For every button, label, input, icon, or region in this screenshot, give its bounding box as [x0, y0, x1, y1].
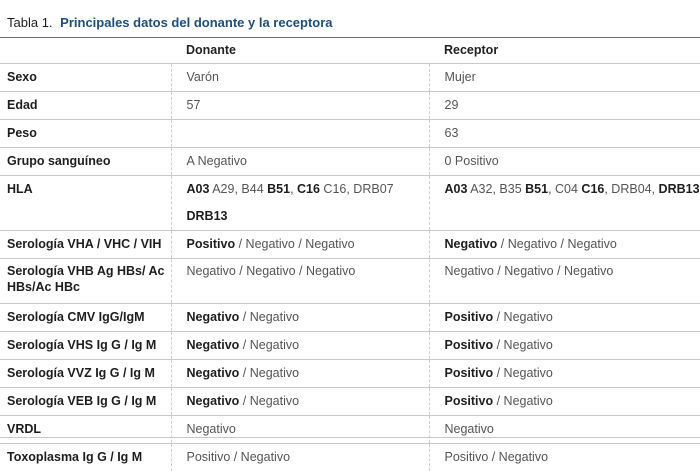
donor-value-segment: ,	[290, 182, 297, 196]
header-donor: Donante	[171, 38, 429, 64]
data-table	[0, 38, 700, 471]
donor-value-segment: A29, B44	[209, 182, 267, 196]
donor-value	[171, 332, 429, 360]
row-label: Serología VHS Ig G / Ig M	[0, 332, 171, 360]
recipient-value-segment: A03	[445, 182, 468, 196]
row-label: Sexo	[0, 64, 171, 92]
recipient-value	[429, 176, 700, 231]
table-row	[0, 416, 700, 444]
donor-value	[171, 259, 429, 304]
recipient-value-segment: Negativo	[445, 422, 494, 436]
row-label: Serología VEB Ig G / Ig M	[0, 388, 171, 416]
recipient-value	[429, 64, 700, 92]
recipient-value-segment: Positivo / Negativo	[445, 450, 549, 464]
recipient-value-segment: DRB13	[659, 182, 700, 196]
donor-value	[171, 416, 429, 444]
recipient-value	[429, 92, 700, 120]
donor-value-segment: C16, DRB07	[320, 182, 394, 196]
table-row	[0, 304, 700, 332]
recipient-value-segment: Mujer	[445, 70, 476, 84]
table-body	[0, 64, 700, 471]
table-row	[0, 444, 700, 471]
recipient-value-segment: , C04	[548, 182, 581, 196]
row-label: Serología VVZ Ig G / Ig M	[0, 360, 171, 388]
recipient-value	[429, 332, 700, 360]
table-row	[0, 148, 700, 176]
recipient-value-segment: Positivo	[445, 310, 494, 324]
table-row	[0, 332, 700, 360]
recipient-value	[429, 444, 700, 471]
header-recipient: Receptor	[429, 38, 700, 64]
row-label: Edad	[0, 92, 171, 120]
donor-value	[171, 231, 429, 259]
recipient-value-segment: Positivo	[445, 366, 494, 380]
donor-value	[171, 148, 429, 176]
donor-value-segment: Positivo / Negativo	[187, 450, 291, 464]
donor-value-segment: Negativo / Negativo / Negativo	[187, 264, 356, 278]
recipient-value-segment: A32, B35	[467, 182, 525, 196]
table-row	[0, 120, 700, 148]
table-bottom-rule	[0, 437, 700, 438]
donor-value-segment: A03	[187, 182, 210, 196]
table-caption	[7, 8, 693, 38]
recipient-value-segment: / Negativo	[493, 310, 553, 324]
table-row	[0, 360, 700, 388]
recipient-value-segment: B51	[525, 182, 548, 196]
table-row	[0, 64, 700, 92]
header-label	[0, 38, 171, 64]
donor-value-segment: Positivo	[187, 237, 236, 251]
table-header-row	[0, 38, 700, 64]
donor-value	[171, 388, 429, 416]
recipient-value-segment: Positivo	[445, 338, 494, 352]
donor-value-segment: / Negativo	[239, 394, 299, 408]
recipient-value	[429, 231, 700, 259]
donor-value	[171, 304, 429, 332]
table-number: Tabla 1.	[7, 15, 53, 30]
recipient-value-segment: Negativo / Negativo / Negativo	[445, 264, 614, 278]
recipient-value-segment: , DRB04,	[604, 182, 658, 196]
recipient-value-segment: 0 Positivo	[445, 154, 499, 168]
recipient-value	[429, 259, 700, 304]
table-title: Principales datos del donante y la receptora	[60, 15, 332, 30]
row-label: Grupo sanguíneo	[0, 148, 171, 176]
recipient-value	[429, 360, 700, 388]
donor-value	[171, 120, 429, 148]
recipient-value-segment: / Negativo / Negativo	[497, 237, 617, 251]
donor-value-segment: C16	[297, 182, 320, 196]
donor-value-segment: / Negativo	[239, 366, 299, 380]
donor-value-segment: / Negativo	[239, 338, 299, 352]
recipient-value	[429, 388, 700, 416]
donor-value-segment: Varón	[187, 70, 219, 84]
donor-value-segment: B51	[267, 182, 290, 196]
recipient-value-segment: / Negativo	[493, 338, 553, 352]
row-label: Serología CMV IgG/IgM	[0, 304, 171, 332]
donor-value-segment: / Negativo / Negativo	[235, 237, 355, 251]
donor-value	[171, 92, 429, 120]
row-label: Toxoplasma Ig G / Ig M	[0, 444, 171, 471]
donor-value	[171, 360, 429, 388]
donor-value-segment: 57	[187, 98, 201, 112]
recipient-value-segment: Positivo	[445, 394, 494, 408]
donor-value	[171, 444, 429, 471]
donor-value	[171, 176, 429, 231]
donor-value-segment: Negativo	[187, 422, 236, 436]
donor-value-segment: A Negativo	[187, 154, 247, 168]
recipient-value	[429, 120, 700, 148]
donor-value-segment: / Negativo	[239, 310, 299, 324]
table-row	[0, 231, 700, 259]
recipient-value	[429, 148, 700, 176]
recipient-value-segment: / Negativo	[493, 366, 553, 380]
table-row	[0, 92, 700, 120]
table-row	[0, 259, 700, 304]
recipient-value	[429, 416, 700, 444]
row-label: Serología VHA / VHC / VIH	[0, 231, 171, 259]
recipient-value-segment: Negativo	[445, 237, 498, 251]
row-label: Serología VHB Ag HBs/ Ac HBs/Ac HBc	[0, 259, 171, 304]
table-row	[0, 176, 700, 231]
recipient-value-segment: 63	[445, 126, 459, 140]
row-label: Peso	[0, 120, 171, 148]
recipient-value-segment: C16	[581, 182, 604, 196]
donor-value-segment: Negativo	[187, 338, 240, 352]
recipient-value	[429, 304, 700, 332]
row-label: VRDL	[0, 416, 171, 444]
donor-value-segment: Negativo	[187, 366, 240, 380]
recipient-value-segment: / Negativo	[493, 394, 553, 408]
donor-value	[171, 64, 429, 92]
donor-value-segment: DRB13	[187, 209, 228, 223]
row-label: HLA	[0, 176, 171, 231]
donor-value-segment: Negativo	[187, 310, 240, 324]
table-row	[0, 388, 700, 416]
donor-value-segment: Negativo	[187, 394, 240, 408]
recipient-value-segment: 29	[445, 98, 459, 112]
